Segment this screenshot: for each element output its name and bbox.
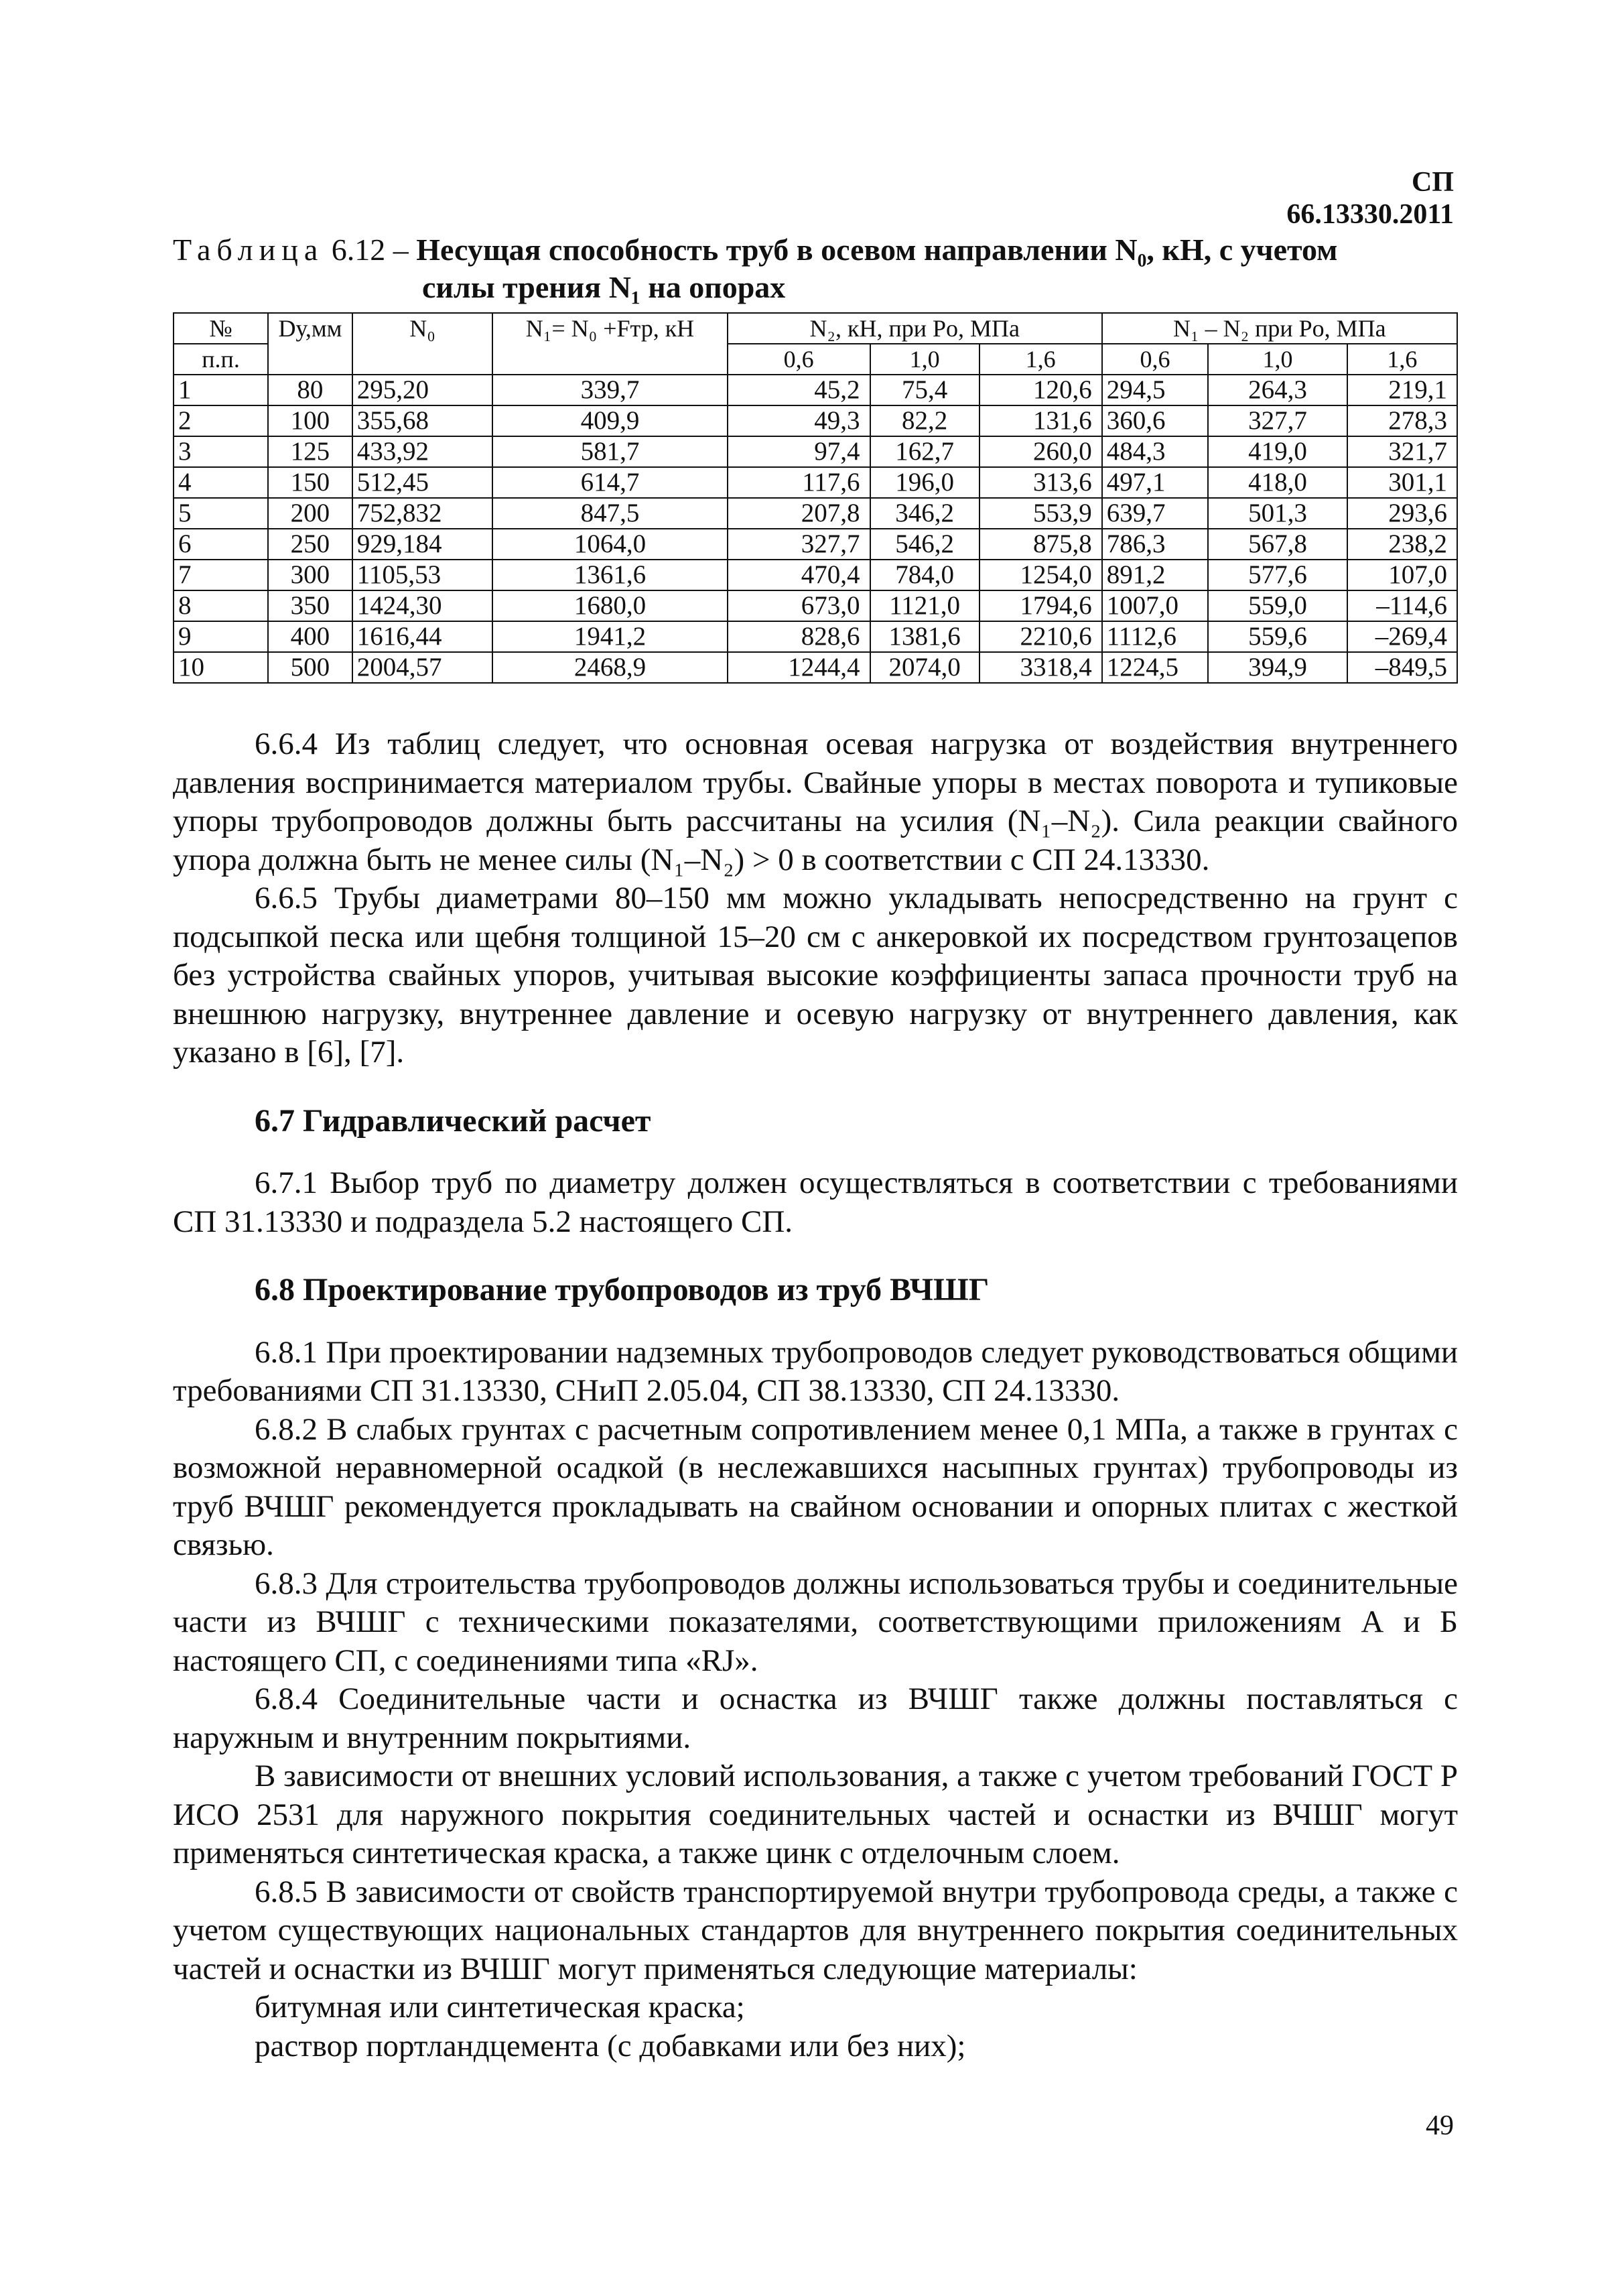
table-cell: 131,6 xyxy=(979,405,1102,436)
table-row xyxy=(174,467,1457,498)
table-row xyxy=(174,375,1457,405)
table-cell: 327,7 xyxy=(728,529,870,560)
header-pressure: 1,6 xyxy=(1347,344,1457,375)
table-cell: 97,4 xyxy=(728,436,870,467)
table-cell: 1 xyxy=(174,375,268,405)
table-cell: 301,1 xyxy=(1347,467,1457,498)
table-caption xyxy=(173,231,1446,306)
table-cell: 639,7 xyxy=(1102,498,1209,529)
table-cell: 207,8 xyxy=(728,498,870,529)
table-cell: 614,7 xyxy=(492,467,728,498)
table-cell: 278,3 xyxy=(1347,405,1457,436)
table-cell: 891,2 xyxy=(1102,560,1209,590)
table-cell: 1105,53 xyxy=(352,560,492,590)
table-cell: 847,5 xyxy=(492,498,728,529)
table-cell: 1112,6 xyxy=(1102,621,1209,652)
table-cell: 250 xyxy=(268,529,352,560)
table-cell: 1254,0 xyxy=(979,560,1102,590)
paragraph-6-8-1: 6.8.1 При проектировании надземных трубопроводов следует руководствоваться общими требованиями СП 31.13330, СНиП 2.05.04, СП 38.13330, СП 24.13330. xyxy=(173,1334,1458,1408)
table-cell: 512,45 xyxy=(352,467,492,498)
table-cell: 419,0 xyxy=(1208,436,1347,467)
table-cell: 1224,5 xyxy=(1102,652,1209,683)
table-cell: 1361,6 xyxy=(492,560,728,590)
table-cell: 294,5 xyxy=(1102,375,1209,405)
table-cell: 394,9 xyxy=(1208,652,1347,683)
table-cell: 1007,0 xyxy=(1102,590,1209,621)
table-cell: 80 xyxy=(268,375,352,405)
table-cell: 784,0 xyxy=(870,560,979,590)
table-cell: 2468,9 xyxy=(492,652,728,683)
table-cell: 321,7 xyxy=(1347,436,1457,467)
list-item: раствор портландцемента (с добавками или без них); xyxy=(255,2028,966,2063)
table-cell: 409,9 xyxy=(492,405,728,436)
table-cell: 120,6 xyxy=(979,375,1102,405)
table-cell: 293,6 xyxy=(1347,498,1457,529)
document-code: СП 66.13330.2011 xyxy=(1286,167,1454,230)
table-cell: 7 xyxy=(174,560,268,590)
table-cell: 260,0 xyxy=(979,436,1102,467)
table-row xyxy=(174,436,1457,467)
table-cell: 360,6 xyxy=(1102,405,1209,436)
table-row xyxy=(174,590,1457,621)
header-num-line2: п.п. xyxy=(174,344,268,375)
header-pressure: 1,0 xyxy=(870,344,979,375)
table-cell: –269,4 xyxy=(1347,621,1457,652)
table-cell: 786,3 xyxy=(1102,529,1209,560)
section-heading-6-7: 6.7 Гидравлический расчет xyxy=(255,1102,651,1139)
section-heading-6-8: 6.8 Проектирование трубопроводов из труб ВЧШГ xyxy=(255,1272,990,1308)
table-cell: 1616,44 xyxy=(352,621,492,652)
table-cell: 581,7 xyxy=(492,436,728,467)
table-cell: 219,1 xyxy=(1347,375,1457,405)
table-cell: 418,0 xyxy=(1208,467,1347,498)
table-cell: 929,184 xyxy=(352,529,492,560)
table-cell: 875,8 xyxy=(979,529,1102,560)
table-cell: 828,6 xyxy=(728,621,870,652)
body-text xyxy=(173,725,1458,2065)
caption-number: 6.12 – xyxy=(331,233,409,267)
table-cell: 1064,0 xyxy=(492,529,728,560)
table-cell: 501,3 xyxy=(1208,498,1347,529)
header-num-line1: № xyxy=(174,313,268,344)
table-cell: 45,2 xyxy=(728,375,870,405)
table-cell: 355,68 xyxy=(352,405,492,436)
caption-lead: Таблица xyxy=(173,233,324,267)
table-cell: 2 xyxy=(174,405,268,436)
table-cell: 125 xyxy=(268,436,352,467)
table-cell: 400 xyxy=(268,621,352,652)
table-cell: 433,92 xyxy=(352,436,492,467)
table-cell: 559,6 xyxy=(1208,621,1347,652)
table-cell: 3318,4 xyxy=(979,652,1102,683)
table-cell: 10 xyxy=(174,652,268,683)
table-cell: 313,6 xyxy=(979,467,1102,498)
table-cell: 238,2 xyxy=(1347,529,1457,560)
header-n2-group: N₂, кН, при Pо, МПа xyxy=(728,313,1102,344)
header-pressure: 0,6 xyxy=(1102,344,1209,375)
header-pressure: 1,6 xyxy=(979,344,1102,375)
table-cell: 567,8 xyxy=(1208,529,1347,560)
table-cell: 117,6 xyxy=(728,467,870,498)
table-header-row xyxy=(174,313,1457,344)
header-n0: N₀ xyxy=(352,313,492,375)
table-cell: 49,3 xyxy=(728,405,870,436)
table-cell: 470,4 xyxy=(728,560,870,590)
table-cell: 8 xyxy=(174,590,268,621)
table-cell: 300 xyxy=(268,560,352,590)
caption-title-line2: силы трения N₁ на опорах xyxy=(422,270,786,304)
table-cell: 3 xyxy=(174,436,268,467)
table-cell: 295,20 xyxy=(352,375,492,405)
table-row xyxy=(174,652,1457,683)
table-cell: 500 xyxy=(268,652,352,683)
pipe-capacity-table xyxy=(173,312,1458,684)
table-cell: 1680,0 xyxy=(492,590,728,621)
table-cell: 1121,0 xyxy=(870,590,979,621)
table-cell: 75,4 xyxy=(870,375,979,405)
paragraph-6-8-4-continued: В зависимости от внешних условий использования, а также с учетом требований ГОСТ Р ИСО 2531 для наружного покрытия соединительных частей и оснастки из ВЧШГ могут применяться синтетическая краска, а также цинк с отделочным слоем. xyxy=(173,1759,1458,1870)
table-row xyxy=(174,621,1457,652)
table-cell: 5 xyxy=(174,498,268,529)
table-cell: 2210,6 xyxy=(979,621,1102,652)
table-cell: 2004,57 xyxy=(352,652,492,683)
table-cell: 577,6 xyxy=(1208,560,1347,590)
table-body xyxy=(174,375,1457,683)
table-row xyxy=(174,405,1457,436)
table-cell: 327,7 xyxy=(1208,405,1347,436)
header-pressure: 1,0 xyxy=(1208,344,1347,375)
table-cell: 752,832 xyxy=(352,498,492,529)
header-pressure: 0,6 xyxy=(728,344,870,375)
table-cell: 346,2 xyxy=(870,498,979,529)
table-row xyxy=(174,498,1457,529)
table-cell: 200 xyxy=(268,498,352,529)
table-cell: 339,7 xyxy=(492,375,728,405)
table-cell: 1381,6 xyxy=(870,621,979,652)
paragraph-6-8-3: 6.8.3 Для строительства трубопроводов должны использоваться трубы и соединительные части из ВЧШГ с техническими показателями, соответствующими приложениям А и Б настоящего СП, с соединениями типа «RJ». xyxy=(173,1566,1458,1678)
table-cell: 1794,6 xyxy=(979,590,1102,621)
table-cell: 4 xyxy=(174,467,268,498)
paragraph-6-8-4: 6.8.4 Соединительные части и оснастка из ВЧШГ также должны поставляться с наружным и внутренним покрытиями. xyxy=(173,1681,1458,1755)
table-cell: 1244,4 xyxy=(728,652,870,683)
table-cell: 559,0 xyxy=(1208,590,1347,621)
paragraph-6-6-4: 6.6.4 Из таблиц следует, что основная осевая нагрузка от воздействия внутреннего давления воспринимается материалом трубы. Свайные упоры в местах поворота и тупиковые упоры трубопроводов должны быть рассчитаны на усилия (N₁–N₂). Сила реакции свайного упора должна быть не менее силы (N₁–N₂) > 0 в соответствии с СП 24.13330. xyxy=(173,726,1458,877)
caption-title-line1: Несущая способность труб в осевом направлении N₀, кН, с учетом xyxy=(416,233,1338,267)
table-cell: 150 xyxy=(268,467,352,498)
page-number: 49 xyxy=(1426,2110,1454,2141)
paragraph-6-6-5: 6.6.5 Трубы диаметрами 80–150 мм можно укладывать непосредственно на грунт с подсыпкой песка или щебня толщиной 15–20 см с анкеровкой их посредством грунтозацепов без устройства свайных упоров, учитывая высокие коэффициенты запаса прочности труб на внешнюю нагрузку, внутреннее давление и осевую нагрузку от внутреннего давления, как указано в [6], [7]. xyxy=(173,881,1458,1070)
header-n1: N₁= N₀ +Fтр, кН xyxy=(492,313,728,375)
table-cell: 497,1 xyxy=(1102,467,1209,498)
table-cell: 484,3 xyxy=(1102,436,1209,467)
table-cell: 100 xyxy=(268,405,352,436)
header-n1-n2-group: N₁ – N₂ при Pо, МПа xyxy=(1102,313,1457,344)
table-cell: 2074,0 xyxy=(870,652,979,683)
table-cell: 553,9 xyxy=(979,498,1102,529)
table-cell: 196,0 xyxy=(870,467,979,498)
paragraph-6-7-1: 6.7.1 Выбор труб по диаметру должен осуществляться в соответствии с требованиями СП 31.13330 и подраздела 5.2 настоящего СП. xyxy=(173,1165,1458,1239)
table-cell: 82,2 xyxy=(870,405,979,436)
paragraph-6-8-5: 6.8.5 В зависимости от свойств транспортируемой внутри трубопровода среды, а также с учетом существующих национальных стандартов для внутреннего покрытия соединительных частей и оснастки из ВЧШГ могут применяться следующие материалы: xyxy=(173,1874,1458,1986)
header-dy: Dу,мм xyxy=(268,313,352,375)
table-cell: 673,0 xyxy=(728,590,870,621)
table-cell: 1941,2 xyxy=(492,621,728,652)
table-cell: 162,7 xyxy=(870,436,979,467)
table-cell: 350 xyxy=(268,590,352,621)
table-row xyxy=(174,529,1457,560)
table-cell: 107,0 xyxy=(1347,560,1457,590)
table-cell: 264,3 xyxy=(1208,375,1347,405)
table-cell: 546,2 xyxy=(870,529,979,560)
table-cell: 1424,30 xyxy=(352,590,492,621)
paragraph-6-8-2: 6.8.2 В слабых грунтах с расчетным сопротивлением менее 0,1 МПа, а также в грунтах с возможной неравномерной осадкой (в неслежавшихся насыпных грунтах) трубопроводы из труб ВЧШГ рекомендуется прокладывать на свайном основании и опорных плитах с жесткой связью. xyxy=(173,1411,1458,1562)
table-cell: 9 xyxy=(174,621,268,652)
table-row xyxy=(174,560,1457,590)
table-cell: –849,5 xyxy=(1347,652,1457,683)
list-item: битумная или синтетическая краска; xyxy=(255,1990,745,2025)
table-cell: –114,6 xyxy=(1347,590,1457,621)
table-cell: 6 xyxy=(174,529,268,560)
